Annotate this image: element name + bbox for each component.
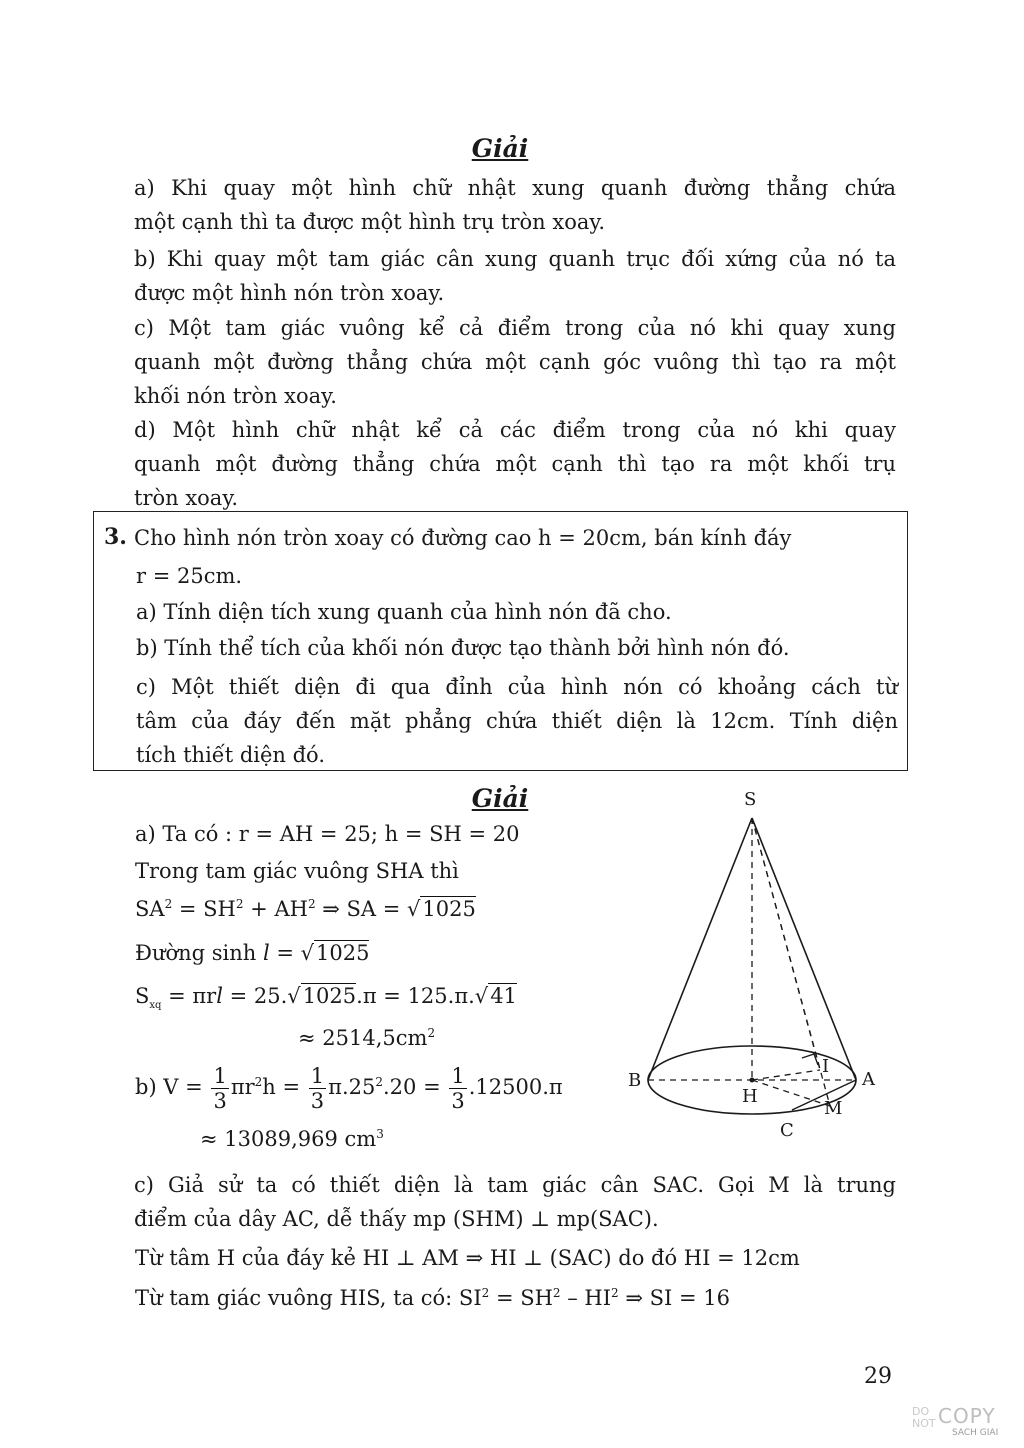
label-S: S bbox=[744, 789, 757, 810]
eq-sqrt: = √ bbox=[269, 941, 315, 965]
answer-c bbox=[134, 311, 896, 413]
sol-c-line3: Từ tâm H của đáy kẻ HI ⊥ AM ⇒ HI ⊥ (SAC) do đó HI = 12cm bbox=[135, 1246, 800, 1270]
sol-a-line1: a) Ta có : r = AH = 25; h = SH = 20 bbox=[135, 822, 520, 846]
watermark-copy: COPY bbox=[938, 1404, 996, 1428]
answer-c-line: c) Một tam giác vuông kể cả điểm trong của nó khi quay xung bbox=[134, 316, 896, 340]
volume-label: b) V = bbox=[135, 1075, 210, 1099]
cone-diagram bbox=[620, 780, 910, 1150]
cone-figure bbox=[620, 780, 910, 1150]
fraction-one-third: $\frac{1}{3}$ bbox=[310, 1064, 325, 1113]
exponent: 2 bbox=[254, 1075, 263, 1089]
exponent: 2 bbox=[307, 897, 316, 911]
exponent: 2 bbox=[481, 1286, 490, 1300]
area-value: ≈ 2514,5cm bbox=[298, 1026, 428, 1050]
implies-text: ⇒ SA = bbox=[315, 897, 408, 921]
watermark-do: DO NOT bbox=[912, 1405, 936, 1430]
answer-a-line: a) Khi quay một hình chữ nhật xung quanh đường thẳng chứa bbox=[134, 176, 896, 200]
sol-c-line: điểm của dây AC, dễ thấy mp (SHM) ⊥ mp(SAC). bbox=[134, 1207, 659, 1231]
label-C: C bbox=[780, 1120, 794, 1141]
sol-c-line: c) Giả sử ta có thiết diện là tam giác cân SAC. Gọi M là trung bbox=[134, 1173, 896, 1197]
exponent: 2 bbox=[611, 1286, 619, 1300]
cone-generator-right bbox=[752, 818, 856, 1080]
problem-box bbox=[93, 511, 908, 771]
slant-label: Đường sinh bbox=[135, 941, 263, 965]
radicand: 1025 bbox=[316, 941, 370, 965]
problem-part-c bbox=[136, 670, 898, 772]
exponent: 2 bbox=[375, 1075, 383, 1089]
volume-result: .12500.π bbox=[468, 1075, 563, 1099]
problem-part-c-line: tâm của đáy đến mặt phẳng chứa thiết diện là 12cm. Tính diện bbox=[136, 709, 898, 733]
answer-b-line: được một hình nón tròn xoay. bbox=[134, 281, 445, 305]
sxq-formula: = πr bbox=[161, 984, 217, 1008]
problem-intro-cont: r = 25cm. bbox=[136, 564, 243, 588]
si-result: ⇒ SI = 16 bbox=[618, 1286, 730, 1310]
exponent: 2 bbox=[164, 897, 173, 911]
answer-d-line: tròn xoay. bbox=[134, 486, 239, 510]
sol-slant-height bbox=[135, 941, 369, 965]
problem-number: 3. bbox=[104, 524, 127, 550]
sh-text: = SH bbox=[489, 1286, 553, 1310]
exponent: 2 bbox=[427, 1026, 436, 1040]
answer-c-line: quanh một đường thẳng chứa một cạnh góc vuông thì tạo ra một bbox=[134, 350, 896, 374]
exponent: 2 bbox=[235, 897, 244, 911]
line-SM bbox=[752, 818, 830, 1106]
label-A: A bbox=[862, 1069, 875, 1090]
subscript: xq bbox=[149, 1000, 162, 1012]
answer-c-line: khối nón tròn xoay. bbox=[134, 384, 337, 408]
volume-formula-h: h = bbox=[262, 1075, 307, 1099]
volume-substitution-b: .20 = bbox=[383, 1075, 448, 1099]
problem-part-a: a) Tính diện tích xung quanh của hình nón đã cho. bbox=[136, 600, 672, 624]
label-H: H bbox=[742, 1086, 758, 1107]
radicand: 41 bbox=[490, 984, 517, 1008]
answer-b bbox=[134, 242, 896, 310]
ah-text: + AH bbox=[243, 897, 308, 921]
hi-text: – HI bbox=[560, 1286, 612, 1310]
s-letter: S bbox=[135, 984, 150, 1008]
sh-text: = SH bbox=[172, 897, 236, 921]
answer-d-line: quanh một đường thẳng chứa một cạnh thì tạo ra một khối trụ bbox=[134, 452, 896, 476]
label-I: I bbox=[822, 1056, 830, 1077]
sol-area-approx bbox=[298, 1026, 435, 1050]
sol-volume bbox=[135, 1064, 563, 1113]
answer-a-line: một cạnh thì ta được một hình trụ tròn xoay. bbox=[134, 210, 606, 234]
watermark-sach: SACH GIAI bbox=[952, 1428, 999, 1438]
sol-volume-approx bbox=[200, 1127, 384, 1151]
problem-part-c-line: tích thiết diện đó. bbox=[136, 743, 326, 767]
solution-heading-2: Giải bbox=[471, 784, 529, 813]
sxq-eq: = 25.√ bbox=[222, 984, 301, 1008]
radicand: 1025 bbox=[302, 984, 357, 1008]
sa-text: SA bbox=[135, 897, 165, 921]
l-symbol: l bbox=[262, 941, 270, 965]
answer-d-line: d) Một hình chữ nhật kể cả các điểm trong của nó khi quay bbox=[134, 418, 896, 442]
problem-part-c-line: c) Một thiết diện đi qua đỉnh của hình nón có khoảng cách từ bbox=[136, 675, 898, 699]
answer-d bbox=[134, 413, 896, 515]
label-M: M bbox=[824, 1098, 843, 1119]
problem-part-b: b) Tính thể tích của khối nón được tạo thành bởi hình nón đó. bbox=[136, 636, 790, 660]
line-HM bbox=[752, 1080, 830, 1106]
sxq-pi: .π = 125.π.√ bbox=[356, 984, 489, 1008]
volume-value: ≈ 13089,969 cm bbox=[200, 1127, 377, 1151]
line-HI bbox=[752, 1070, 820, 1080]
sol-lateral-area bbox=[135, 984, 517, 1011]
solution-heading: Giải bbox=[471, 134, 529, 163]
label-B: B bbox=[628, 1070, 642, 1091]
exponent: 2 bbox=[552, 1286, 561, 1300]
sol-c-paragraph bbox=[134, 1168, 896, 1236]
radicand: 1025 bbox=[422, 897, 476, 921]
answer-a bbox=[134, 171, 896, 239]
volume-formula: πr bbox=[230, 1075, 255, 1099]
l-symbol: l bbox=[216, 984, 223, 1008]
volume-substitution: π.25 bbox=[328, 1075, 376, 1099]
exponent: 3 bbox=[376, 1127, 384, 1141]
problem-intro: Cho hình nón tròn xoay có đường cao h = 20cm, bán kính đáy bbox=[134, 526, 792, 550]
center-point-H bbox=[750, 1078, 755, 1083]
page-number: 29 bbox=[864, 1364, 892, 1389]
watermark-logo bbox=[904, 1402, 1014, 1444]
cone-generator-left bbox=[648, 818, 752, 1080]
fraction-one-third: $\frac{1}{3}$ bbox=[451, 1064, 465, 1113]
fraction-one-third: $\frac{1}{3}$ bbox=[213, 1064, 227, 1113]
si-text: Từ tam giác vuông HIS, ta có: SI bbox=[135, 1286, 482, 1310]
sol-sa-equation: $SA^2 = SH^2 + AH^2$ ⇒ SA = √1025 bbox=[135, 897, 476, 921]
sol-c-line4 bbox=[135, 1286, 730, 1310]
sol-a-line2: Trong tam giác vuông SHA thì bbox=[135, 859, 459, 883]
answer-b-line: b) Khi quay một tam giác cân xung quanh trục đối xứng của nó ta bbox=[134, 247, 896, 271]
